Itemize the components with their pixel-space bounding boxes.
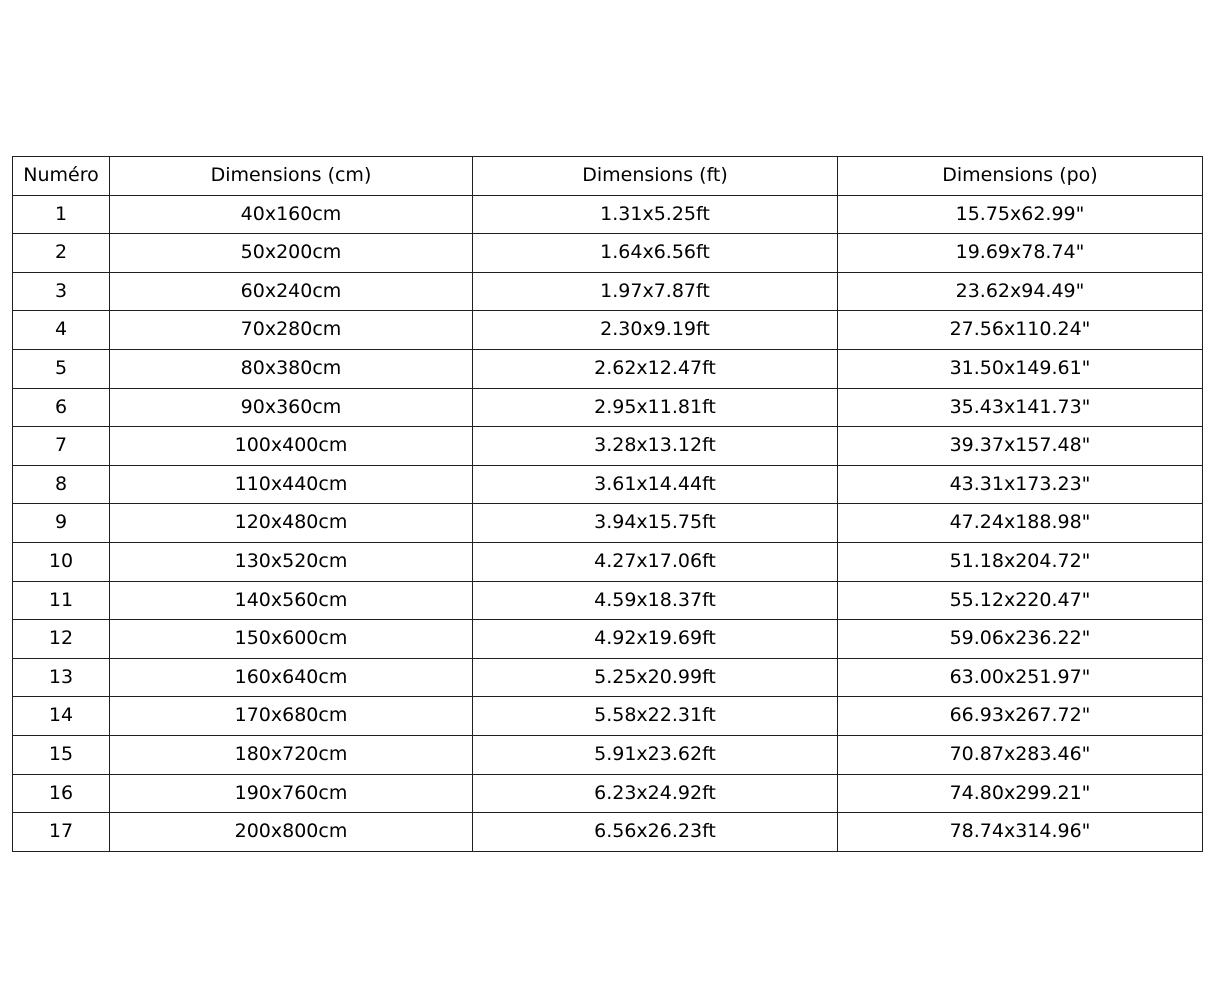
cell-numero: 7 <box>13 427 110 466</box>
column-header-dimensions-cm: Dimensions (cm) <box>110 157 473 196</box>
cell-dimensions-po: 47.24x188.98" <box>838 504 1203 543</box>
cell-dimensions-cm: 170x680cm <box>110 697 473 736</box>
cell-dimensions-cm: 160x640cm <box>110 658 473 697</box>
dimensions-table <box>12 156 1203 852</box>
table-body <box>13 195 1203 851</box>
cell-dimensions-po: 74.80x299.21" <box>838 774 1203 813</box>
table-row <box>13 465 1203 504</box>
cell-dimensions-cm: 190x760cm <box>110 774 473 813</box>
cell-dimensions-ft: 4.92x19.69ft <box>473 620 838 659</box>
cell-dimensions-po: 31.50x149.61" <box>838 349 1203 388</box>
cell-dimensions-ft: 5.91x23.62ft <box>473 735 838 774</box>
cell-dimensions-po: 35.43x141.73" <box>838 388 1203 427</box>
table-row <box>13 195 1203 234</box>
cell-numero: 15 <box>13 735 110 774</box>
cell-dimensions-cm: 150x600cm <box>110 620 473 659</box>
cell-numero: 10 <box>13 542 110 581</box>
table-row <box>13 234 1203 273</box>
cell-dimensions-po: 55.12x220.47" <box>838 581 1203 620</box>
cell-numero: 5 <box>13 349 110 388</box>
table-row <box>13 272 1203 311</box>
cell-dimensions-po: 43.31x173.23" <box>838 465 1203 504</box>
column-header-dimensions-po: Dimensions (po) <box>838 157 1203 196</box>
cell-dimensions-ft: 2.95x11.81ft <box>473 388 838 427</box>
table-row <box>13 620 1203 659</box>
cell-dimensions-po: 70.87x283.46" <box>838 735 1203 774</box>
cell-dimensions-ft: 1.64x6.56ft <box>473 234 838 273</box>
cell-dimensions-cm: 120x480cm <box>110 504 473 543</box>
cell-dimensions-cm: 130x520cm <box>110 542 473 581</box>
cell-dimensions-po: 19.69x78.74" <box>838 234 1203 273</box>
cell-dimensions-ft: 4.27x17.06ft <box>473 542 838 581</box>
cell-dimensions-cm: 90x360cm <box>110 388 473 427</box>
cell-numero: 16 <box>13 774 110 813</box>
cell-dimensions-ft: 4.59x18.37ft <box>473 581 838 620</box>
cell-dimensions-cm: 60x240cm <box>110 272 473 311</box>
cell-numero: 9 <box>13 504 110 543</box>
cell-dimensions-ft: 3.28x13.12ft <box>473 427 838 466</box>
dimensions-table-container <box>12 156 1202 852</box>
cell-dimensions-cm: 200x800cm <box>110 813 473 852</box>
cell-dimensions-ft: 2.30x9.19ft <box>473 311 838 350</box>
cell-numero: 8 <box>13 465 110 504</box>
cell-dimensions-ft: 2.62x12.47ft <box>473 349 838 388</box>
cell-dimensions-ft: 1.31x5.25ft <box>473 195 838 234</box>
cell-numero: 14 <box>13 697 110 736</box>
cell-dimensions-ft: 1.97x7.87ft <box>473 272 838 311</box>
cell-dimensions-cm: 140x560cm <box>110 581 473 620</box>
cell-numero: 13 <box>13 658 110 697</box>
table-row <box>13 542 1203 581</box>
table-row <box>13 427 1203 466</box>
cell-dimensions-cm: 100x400cm <box>110 427 473 466</box>
table-row <box>13 735 1203 774</box>
cell-dimensions-po: 27.56x110.24" <box>838 311 1203 350</box>
cell-dimensions-po: 51.18x204.72" <box>838 542 1203 581</box>
table-row <box>13 658 1203 697</box>
cell-dimensions-ft: 3.94x15.75ft <box>473 504 838 543</box>
cell-dimensions-po: 23.62x94.49" <box>838 272 1203 311</box>
cell-dimensions-cm: 110x440cm <box>110 465 473 504</box>
table-header <box>13 157 1203 196</box>
cell-dimensions-cm: 70x280cm <box>110 311 473 350</box>
cell-numero: 1 <box>13 195 110 234</box>
cell-dimensions-po: 78.74x314.96" <box>838 813 1203 852</box>
cell-dimensions-ft: 6.23x24.92ft <box>473 774 838 813</box>
cell-numero: 2 <box>13 234 110 273</box>
cell-dimensions-ft: 5.25x20.99ft <box>473 658 838 697</box>
table-row <box>13 581 1203 620</box>
cell-dimensions-po: 39.37x157.48" <box>838 427 1203 466</box>
table-row <box>13 311 1203 350</box>
cell-numero: 17 <box>13 813 110 852</box>
column-header-dimensions-ft: Dimensions (ft) <box>473 157 838 196</box>
cell-dimensions-cm: 180x720cm <box>110 735 473 774</box>
table-row <box>13 349 1203 388</box>
cell-dimensions-po: 59.06x236.22" <box>838 620 1203 659</box>
cell-numero: 6 <box>13 388 110 427</box>
cell-dimensions-cm: 40x160cm <box>110 195 473 234</box>
cell-numero: 12 <box>13 620 110 659</box>
cell-dimensions-po: 66.93x267.72" <box>838 697 1203 736</box>
table-header-row <box>13 157 1203 196</box>
table-row <box>13 774 1203 813</box>
table-row <box>13 813 1203 852</box>
table-row <box>13 697 1203 736</box>
cell-dimensions-cm: 80x380cm <box>110 349 473 388</box>
table-row <box>13 388 1203 427</box>
cell-dimensions-ft: 3.61x14.44ft <box>473 465 838 504</box>
cell-numero: 4 <box>13 311 110 350</box>
cell-dimensions-po: 15.75x62.99" <box>838 195 1203 234</box>
column-header-numero: Numéro <box>13 157 110 196</box>
cell-numero: 3 <box>13 272 110 311</box>
table-row <box>13 504 1203 543</box>
cell-dimensions-ft: 6.56x26.23ft <box>473 813 838 852</box>
cell-dimensions-cm: 50x200cm <box>110 234 473 273</box>
cell-numero: 11 <box>13 581 110 620</box>
cell-dimensions-ft: 5.58x22.31ft <box>473 697 838 736</box>
cell-dimensions-po: 63.00x251.97" <box>838 658 1203 697</box>
